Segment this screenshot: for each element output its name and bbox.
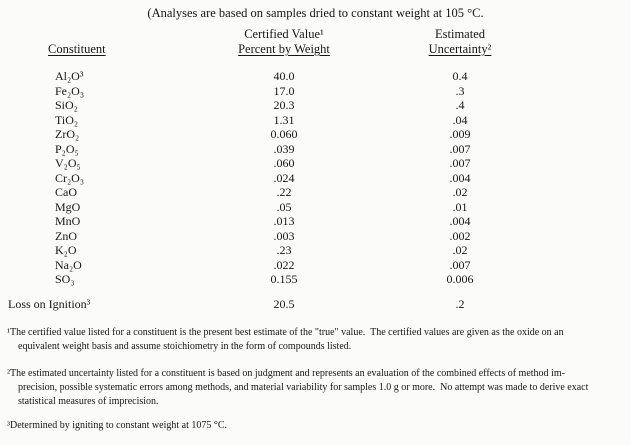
table-row (0, 69, 631, 84)
constituent-cell: CaO (55, 185, 77, 199)
constituent-cell: ZnO (55, 228, 77, 243)
uncertainty-cell: .4 (455, 98, 465, 112)
certified-value-cell: .024 (273, 170, 295, 185)
uncertainty-cell: 0.4 (452, 69, 468, 83)
certified-value-cell: 1.31 (273, 112, 295, 127)
table-row (0, 156, 631, 171)
table-row (0, 84, 631, 99)
constituent-cell: SiO₂ (55, 98, 78, 112)
footnote-line: equivalent weight basis and assume stoichiometry in the form of compounds listed. (18, 341, 352, 352)
footnote-line: ¹The certified value listed for a constituent is the present best estimate of the "true" value. The certified values are given as the oxide on an (7, 327, 564, 338)
certified-value-cell: .013 (273, 214, 295, 228)
certified-value-cell: .23 (276, 243, 292, 257)
loss-on-ignition-uncertainty: .2 (455, 297, 465, 311)
uncertainty-cell: .02 (452, 243, 468, 257)
percent-by-weight-header: Percent by Weight (238, 42, 330, 56)
certified-value-cell: 20.3 (273, 98, 295, 112)
uncertainty-header: Uncertainty² (428, 42, 492, 56)
uncertainty-cell: .009 (449, 127, 471, 141)
loss-on-ignition-label: Loss on Ignition³ (8, 297, 91, 311)
footnote-line: ²The estimated uncertainty listed for a constituent is based on judgment and represents an evaluation of the combined effects of method im- (7, 368, 565, 379)
footnote-2 (7, 367, 625, 409)
certified-value-cell: 0.155 (270, 272, 298, 286)
constituent-cell: Al₂O³ (55, 69, 84, 83)
constituent-cell: V₂O₅ (55, 156, 81, 170)
table-row (0, 98, 631, 113)
footnote-line: precision, possible systematic errors among methods, and material variability for samples 1.0 g or more. No attempt was made to derive exact (18, 382, 589, 393)
table-row (0, 142, 631, 157)
constituent-cell: K₂O (55, 243, 77, 257)
constituent-cell: Na₂O (55, 257, 82, 272)
uncertainty-cell: .3 (455, 83, 465, 98)
uncertainty-cell: .007 (449, 141, 471, 156)
footnote-1 (7, 326, 625, 354)
certified-value-cell: 40.0 (273, 69, 295, 83)
page-title: (Analyses are based on samples dried to constant weight at 105 °C. (147, 6, 484, 20)
table-row (0, 243, 631, 258)
certified-value-cell: .022 (273, 257, 295, 272)
table-row (0, 171, 631, 186)
certified-value-cell: .060 (273, 156, 295, 170)
constituent-cell: Cr₂O₃ (55, 170, 85, 185)
table-row (0, 200, 631, 215)
uncertainty-cell: .004 (449, 170, 471, 185)
uncertainty-cell: 0.006 (446, 272, 474, 286)
table-row (0, 258, 631, 273)
table-row (0, 214, 631, 229)
table-row (0, 113, 631, 128)
footnote-line: statistical measures of imprecision. (18, 396, 159, 407)
loss-on-ignition-row (0, 297, 631, 312)
uncertainty-cell: .02 (452, 185, 468, 199)
footnote-3 (7, 419, 625, 433)
uncertainty-cell: .007 (449, 257, 471, 272)
certified-value-cell: .22 (276, 185, 292, 199)
loss-on-ignition-value: 20.5 (273, 297, 295, 311)
constituent-cell: P₂O₅ (55, 141, 79, 156)
uncertainty-cell: .002 (449, 228, 471, 243)
constituent-cell: MnO (55, 214, 81, 228)
certified-value-cell: 0.060 (270, 127, 298, 141)
table-row (0, 127, 631, 142)
uncertainty-cell: .01 (452, 199, 468, 214)
constituent-cell: ZrO₂ (55, 127, 80, 141)
certified-value-header: Certified Value¹ (244, 27, 324, 41)
table-row (0, 229, 631, 244)
certified-value-cell: .003 (273, 228, 295, 243)
table-rows (0, 69, 631, 287)
uncertainty-cell: .04 (452, 112, 468, 127)
certified-value-cell: 17.0 (273, 83, 295, 98)
constituent-cell: SO₃ (55, 272, 75, 286)
constituent-cell: Fe₂O₃ (55, 83, 85, 98)
table-row (0, 272, 631, 287)
uncertainty-cell: .007 (449, 156, 471, 170)
constituent-header: Constituent (48, 42, 106, 56)
estimated-header: Estimated (435, 27, 485, 41)
table-row (0, 185, 631, 200)
constituent-cell: MgO (55, 199, 81, 214)
constituent-cell: TiO₂ (55, 112, 79, 127)
certified-value-cell: .039 (273, 141, 295, 156)
footnote-line: ³Determined by igniting to constant weight at 1075 °C. (7, 420, 228, 431)
uncertainty-cell: .004 (449, 214, 471, 228)
certified-value-cell: .05 (276, 199, 292, 214)
